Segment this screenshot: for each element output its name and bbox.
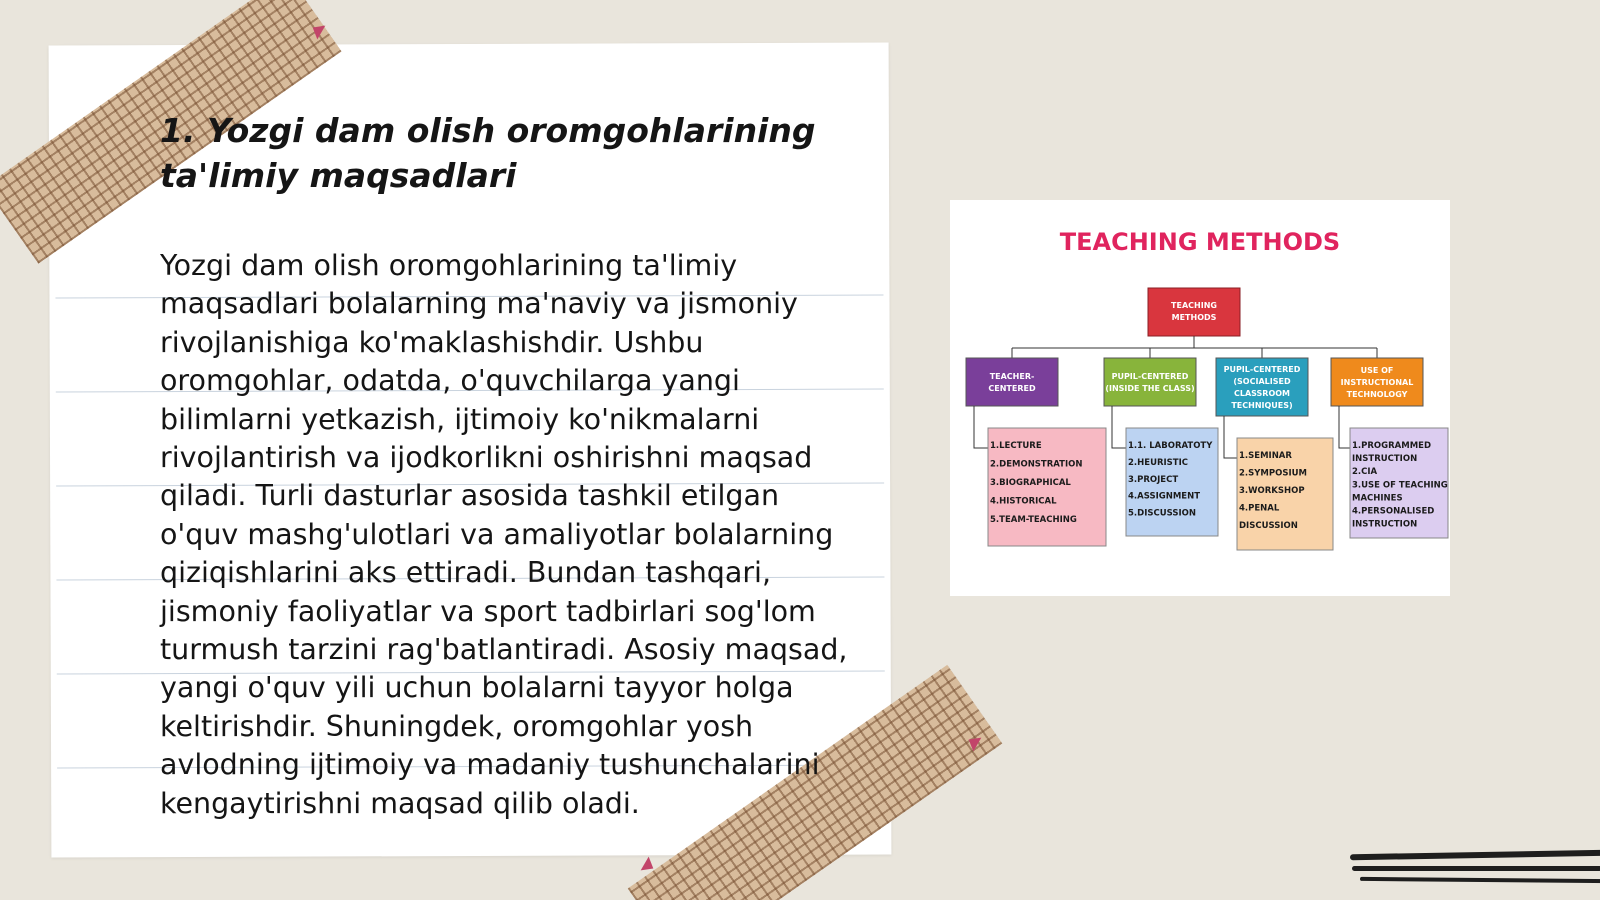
category-node-label: PUPIL-CENTERED <box>1223 365 1301 374</box>
category-node-label: CENTERED <box>988 384 1036 393</box>
category-node-label: (INSIDE THE CLASS) <box>1105 384 1195 393</box>
category-node-label: CLASSROOM <box>1233 389 1291 398</box>
items-box-entry: 3.USE OF TEACHING <box>1352 480 1448 491</box>
items-box-entry: 2.HEURISTIC <box>1128 457 1188 468</box>
items-box-entry: DISCUSSION <box>1239 521 1298 531</box>
items-box-entry: 4.PERSONALISED <box>1352 506 1435 517</box>
items-box-entry: 4.HISTORICAL <box>990 496 1057 507</box>
category-node-label: TECHNOLOGY <box>1346 390 1408 399</box>
items-box-entry: 4.ASSIGNMENT <box>1128 491 1201 502</box>
items-box-entry: 3.PROJECT <box>1128 474 1179 485</box>
items-box-entry: 1.PROGRAMMED <box>1352 441 1432 451</box>
root-node <box>1148 288 1240 336</box>
items-box-entry: 1.1. LABORATOTY <box>1128 441 1213 451</box>
brush-stroke <box>1360 877 1600 883</box>
items-box-entry: 1.SEMINAR <box>1239 451 1292 461</box>
teaching-methods-diagram <box>950 200 1450 596</box>
category-node-label: (SOCIALISED <box>1233 377 1291 386</box>
items-box-entry: MACHINES <box>1352 493 1403 504</box>
connector-line <box>1112 406 1126 448</box>
root-node-label: TEACHING <box>1171 301 1217 310</box>
diagram-canvas <box>950 200 1450 596</box>
items-box-entry: 2.CIA <box>1352 467 1378 478</box>
connector-line <box>974 406 988 448</box>
slide-body: Yozgi dam olish oromgohlarining ta'limiy maqsadlari bolalarning ma'naviy va jismoniy rivojlanishiga ko'maklashishdir. Ushbu oromgohlar, odatda, o'quvchilarga yangi bilimlarni yetkazish, ijtimoiy ko'nikmalarni rivojlantirish va ijodkorlikni oshirishni maqsad qiladi. Turli dasturlar asosida tashkil etilgan o'quv mashg'ulotlari va amaliyotlar bolalarning qiziqishlarini aks ettiradi. Bundan tashqari, jismoniy faoliyatlar va sport tadbirlari sog'lom turmush tarzini rag'batlantiradi. Asosiy maqsad, yangi o'quv yili uchun bolalarni tayyor holga keltirishdir. Shuningdek, oromgohlar yosh avlodning ijtimoiy va madaniy tushunchalarini kengaytirishni maqsad qilib oladi. <box>160 249 848 820</box>
items-box-entry: 5.TEAM-TEACHING <box>990 514 1077 525</box>
category-node-label: PUPIL-CENTERED <box>1111 372 1189 381</box>
items-box-entry: 4.PENAL <box>1239 503 1280 514</box>
items-box-entry: 3.WORKSHOP <box>1239 486 1305 496</box>
category-node-label: USE OF <box>1360 366 1394 375</box>
connector-line <box>1224 416 1237 458</box>
root-node-label: METHODS <box>1171 313 1217 322</box>
diagram-heading: TEACHING METHODS <box>1059 228 1341 256</box>
items-box-entry: INSTRUCTION <box>1352 454 1418 465</box>
category-node-label: INSTRUCTIONAL <box>1340 378 1414 387</box>
items-box-entry: 5.DISCUSSION <box>1128 508 1196 519</box>
category-node <box>966 358 1058 406</box>
items-box-entry: 1.LECTURE <box>990 441 1042 451</box>
category-node-label: TEACHER- <box>989 372 1035 381</box>
category-node <box>1104 358 1196 406</box>
items-box-entry: 2.SYMPOSIUM <box>1239 468 1307 479</box>
brush-stroke <box>1352 866 1600 871</box>
items-box-entry: 2.DEMONSTRATION <box>990 459 1083 470</box>
connector-line <box>1339 406 1350 448</box>
items-box-entry: 3.BIOGRAPHICAL <box>990 477 1071 488</box>
category-node-label: TECHNIQUES) <box>1231 401 1293 410</box>
slide-title: 1. Yozgi dam olish oromgohlarining ta'limiy maqsadlari <box>160 111 816 195</box>
brush-stroke <box>1350 850 1600 861</box>
items-box-entry: INSTRUCTION <box>1352 519 1418 530</box>
